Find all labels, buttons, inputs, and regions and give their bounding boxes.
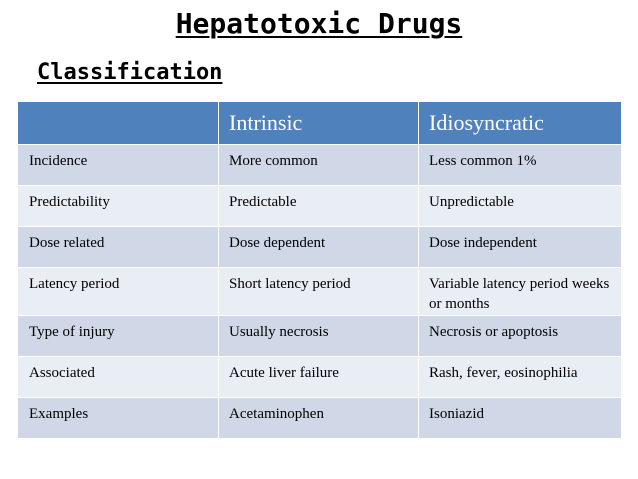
idiosyncratic-cell: Unpredictable bbox=[419, 186, 622, 227]
header-cell-intrinsic: Intrinsic bbox=[219, 102, 419, 145]
intrinsic-cell: Acetaminophen bbox=[219, 398, 419, 439]
section-heading: Classification bbox=[37, 60, 223, 85]
intrinsic-cell: Usually necrosis bbox=[219, 316, 419, 357]
header-cell-idiosyncratic: Idiosyncratic bbox=[419, 102, 622, 145]
row-label-cell: Examples bbox=[18, 398, 219, 439]
table-row bbox=[18, 227, 622, 268]
slide-title-text: Hepatotoxic Drugs bbox=[175, 7, 463, 40]
intrinsic-cell: Short latency period bbox=[219, 268, 419, 316]
idiosyncratic-cell: Necrosis or apoptosis bbox=[419, 316, 622, 357]
intrinsic-cell: More common bbox=[219, 145, 419, 186]
table-row bbox=[18, 186, 622, 227]
intrinsic-cell: Predictable bbox=[219, 186, 419, 227]
idiosyncratic-cell: Dose independent bbox=[419, 227, 622, 268]
table-row bbox=[18, 316, 622, 357]
table-header-row bbox=[18, 102, 622, 145]
header-cell-empty bbox=[18, 102, 219, 145]
table-row bbox=[18, 145, 622, 186]
row-label-cell: Incidence bbox=[18, 145, 219, 186]
row-label-cell: Predictability bbox=[18, 186, 219, 227]
row-label-cell: Latency period bbox=[18, 268, 219, 316]
idiosyncratic-cell: Less common 1% bbox=[419, 145, 622, 186]
slide-title bbox=[0, 6, 638, 42]
idiosyncratic-cell: Isoniazid bbox=[419, 398, 622, 439]
row-label-cell: Associated bbox=[18, 357, 219, 398]
table-row bbox=[18, 357, 622, 398]
table-row bbox=[18, 398, 622, 439]
row-label-cell: Dose related bbox=[18, 227, 219, 268]
idiosyncratic-cell: Rash, fever, eosinophilia bbox=[419, 357, 622, 398]
classification-table bbox=[17, 101, 622, 439]
intrinsic-cell: Dose dependent bbox=[219, 227, 419, 268]
idiosyncratic-cell: Variable latency period weeks or months bbox=[419, 268, 622, 316]
intrinsic-cell: Acute liver failure bbox=[219, 357, 419, 398]
row-label-cell: Type of injury bbox=[18, 316, 219, 357]
table-row bbox=[18, 268, 622, 316]
